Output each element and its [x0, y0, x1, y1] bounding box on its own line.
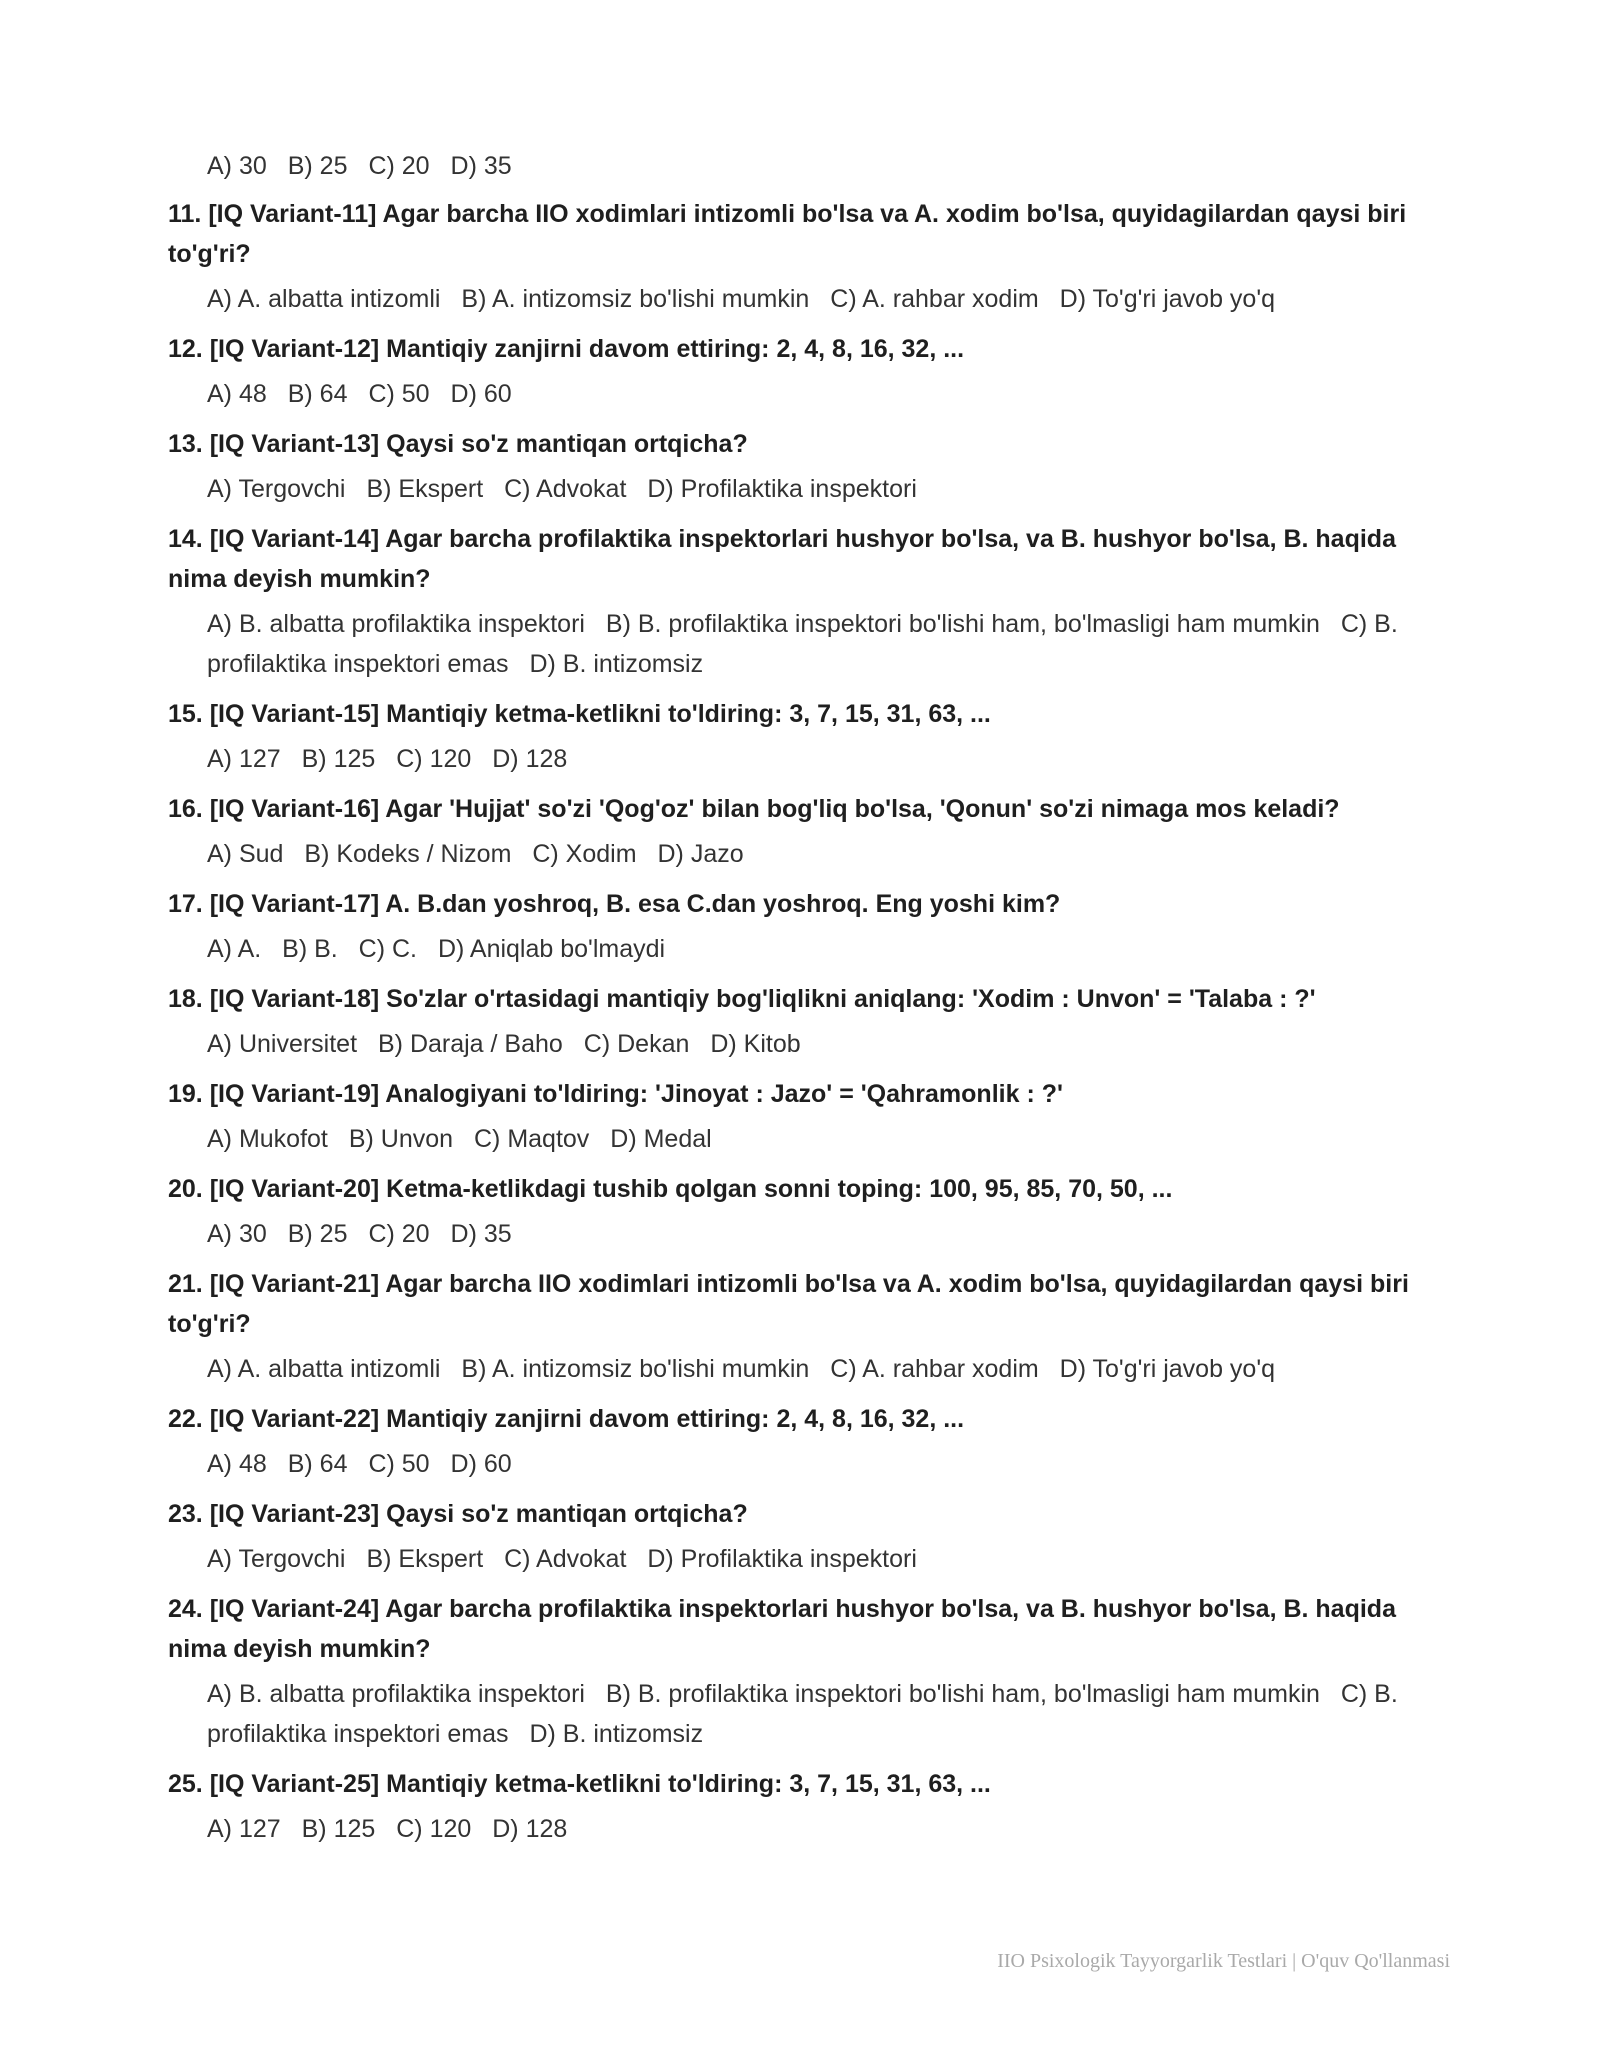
question-text: 19. [IQ Variant-19] Analogiyani to'ldiring: 'Jinoyat : Jazo' = 'Qahramonlik : ?': [168, 1080, 1063, 1108]
option: B) A. intizomsiz bo'lishi mumkin: [461, 1355, 810, 1383]
option: A) A.: [207, 935, 262, 963]
option: D) 60: [450, 380, 512, 408]
option: C) 20: [368, 1220, 430, 1248]
option: C) 120: [396, 1815, 472, 1843]
option: B) 25: [287, 152, 348, 180]
question-text: 14. [IQ Variant-14] Agar barcha profilaktika inspektorlari hushyor bo'lsa, va B. hushyor bo'lsa, B. haqida nima deyish mumkin?: [168, 525, 1396, 593]
option: A) 30: [207, 152, 267, 180]
question-25: [168, 1764, 1453, 1849]
option: A) 48: [207, 1450, 267, 1478]
answer-options: [168, 929, 1453, 969]
question-text: 21. [IQ Variant-21] Agar barcha IIO xodimlari intizomli bo'lsa va A. xodim bo'lsa, quyidagilardan qaysi biri to'g'ri?: [168, 1270, 1409, 1338]
option: C) Advokat: [504, 475, 627, 503]
option: A) B. albatta profilaktika inspektori: [207, 610, 585, 638]
question-text: 12. [IQ Variant-12] Mantiqiy zanjirni davom ettiring: 2, 4, 8, 16, 32, ...: [168, 335, 965, 363]
option: C) 50: [368, 1450, 430, 1478]
question-23: [168, 1494, 1453, 1579]
option: D) Kitob: [710, 1030, 801, 1058]
option: B) 64: [287, 1450, 348, 1478]
option: B) B. profilaktika inspektori bo'lishi ham, bo'lmasligi ham mumkin: [605, 610, 1320, 638]
option: C) A. rahbar xodim: [830, 285, 1039, 313]
option: A) B. albatta profilaktika inspektori: [207, 1680, 585, 1708]
option: C) 50: [368, 380, 430, 408]
option: A) 127: [207, 1815, 281, 1843]
answer-options: [168, 1809, 1453, 1849]
option: B) Unvon: [348, 1125, 454, 1153]
option: D) 128: [492, 745, 568, 773]
option: B) 25: [287, 1220, 348, 1248]
option: B) Ekspert: [366, 475, 484, 503]
question-24: [168, 1589, 1453, 1754]
option: C) Advokat: [504, 1545, 627, 1573]
option: A) Universitet: [207, 1030, 358, 1058]
option: C) 120: [396, 745, 472, 773]
option: D) Jazo: [657, 840, 744, 868]
page-footer: IIO Psixologik Tayyorgarlik Testlari | O'quv Qo'llanmasi: [997, 1950, 1450, 1972]
option: A) 30: [207, 1220, 267, 1248]
option: A) Sud: [207, 840, 284, 868]
question-20: [168, 1169, 1453, 1254]
answer-options: [168, 1539, 1453, 1579]
option: C) Dekan: [583, 1030, 690, 1058]
option: A) A. albatta intizomli: [207, 1355, 441, 1383]
answer-options: [168, 1214, 1453, 1254]
answer-options: [168, 739, 1453, 779]
option: D) 35: [450, 1220, 512, 1248]
question-text: 23. [IQ Variant-23] Qaysi so'z mantiqan ortqicha?: [168, 1500, 748, 1528]
question-18: [168, 979, 1453, 1064]
question-17: [168, 884, 1453, 969]
option: D) Profilaktika inspektori: [647, 1545, 917, 1573]
answer-options: [168, 834, 1453, 874]
question-text: 16. [IQ Variant-16] Agar 'Hujjat' so'zi 'Qog'oz' bilan bog'liq bo'lsa, 'Qonun' so'zi nimaga mos keladi?: [168, 795, 1340, 823]
option: D) Profilaktika inspektori: [647, 475, 917, 503]
question-12: [168, 329, 1453, 414]
option: B) 125: [301, 1815, 376, 1843]
question-21: [168, 1264, 1453, 1389]
answer-options: [168, 604, 1453, 684]
question-text: 15. [IQ Variant-15] Mantiqiy ketma-ketlikni to'ldiring: 3, 7, 15, 31, 63, ...: [168, 700, 991, 728]
option: D) Medal: [610, 1125, 712, 1153]
question-text: 24. [IQ Variant-24] Agar barcha profilaktika inspektorlari hushyor bo'lsa, va B. hushyor bo'lsa, B. haqida nima deyish mumkin?: [168, 1595, 1396, 1663]
option: D) 128: [492, 1815, 568, 1843]
option: D) 60: [450, 1450, 512, 1478]
option: A) Tergovchi: [207, 475, 346, 503]
answer-options: [168, 469, 1453, 509]
option: D) 35: [450, 152, 512, 180]
option: C) A. rahbar xodim: [830, 1355, 1039, 1383]
question-text: 18. [IQ Variant-18] So'zlar o'rtasidagi mantiqiy bog'liqlikni aniqlang: 'Xodim : Unvon' = 'Talaba : ?': [168, 985, 1316, 1013]
option: D) B. intizomsiz: [529, 650, 704, 678]
option: B) A. intizomsiz bo'lishi mumkin: [461, 285, 810, 313]
question-text: 11. [IQ Variant-11] Agar barcha IIO xodimlari intizomli bo'lsa va A. xodim bo'lsa, quyidagilardan qaysi biri to'g'ri?: [168, 200, 1407, 268]
option: B) Ekspert: [366, 1545, 484, 1573]
question-13: [168, 424, 1453, 509]
question-16: [168, 789, 1453, 874]
question-15: [168, 694, 1453, 779]
question-11: [168, 194, 1453, 319]
option: A) 48: [207, 380, 267, 408]
question-text: 25. [IQ Variant-25] Mantiqiy ketma-ketlikni to'ldiring: 3, 7, 15, 31, 63, ...: [168, 1770, 991, 1798]
option: C) C.: [358, 935, 417, 963]
option: D) Aniqlab bo'lmaydi: [437, 935, 666, 963]
option: B) Daraja / Baho: [378, 1030, 563, 1058]
option: A) 127: [207, 745, 281, 773]
answer-options: [168, 374, 1453, 414]
option: B) 125: [301, 745, 376, 773]
answer-options: [168, 1024, 1453, 1064]
answer-options: [168, 1119, 1453, 1159]
option: D) B. intizomsiz: [529, 1720, 704, 1748]
option: C) B. profilaktika inspektori emas: [207, 1680, 1398, 1748]
question-22: [168, 1399, 1453, 1484]
option: D) To'g'ri javob yo'q: [1059, 1355, 1276, 1383]
question-text: 13. [IQ Variant-13] Qaysi so'z mantiqan ortqicha?: [168, 430, 748, 458]
answer-options: [168, 279, 1453, 319]
option: B) Kodeks / Nizom: [304, 840, 512, 868]
option: B) 64: [287, 380, 348, 408]
question-text: 20. [IQ Variant-20] Ketma-ketlikdagi tushib qolgan sonni toping: 100, 95, 85, 70, 50, ...: [168, 1175, 1173, 1203]
option: B) B. profilaktika inspektori bo'lishi ham, bo'lmasligi ham mumkin: [605, 1680, 1320, 1708]
answer-options: [168, 1349, 1453, 1389]
answer-options: [168, 1674, 1453, 1754]
question-text: 17. [IQ Variant-17] A. B.dan yoshroq, B. esa C.dan yoshroq. Eng yoshi kim?: [168, 890, 1061, 918]
option: C) Xodim: [532, 840, 637, 868]
question-19: [168, 1074, 1453, 1159]
option: A) Tergovchi: [207, 1545, 346, 1573]
question-text: 22. [IQ Variant-22] Mantiqiy zanjirni davom ettiring: 2, 4, 8, 16, 32, ...: [168, 1405, 965, 1433]
question-14: [168, 519, 1453, 684]
option: C) B. profilaktika inspektori emas: [207, 610, 1398, 678]
option: A) Mukofot: [207, 1125, 328, 1153]
answer-options: [168, 1444, 1453, 1484]
option: A) A. albatta intizomli: [207, 285, 441, 313]
document-page: [168, 146, 1453, 1859]
option: C) Maqtov: [474, 1125, 590, 1153]
option: D) To'g'ri javob yo'q: [1059, 285, 1276, 313]
lead-options: [168, 146, 1453, 186]
option: C) 20: [368, 152, 430, 180]
option: B) B.: [282, 935, 338, 963]
